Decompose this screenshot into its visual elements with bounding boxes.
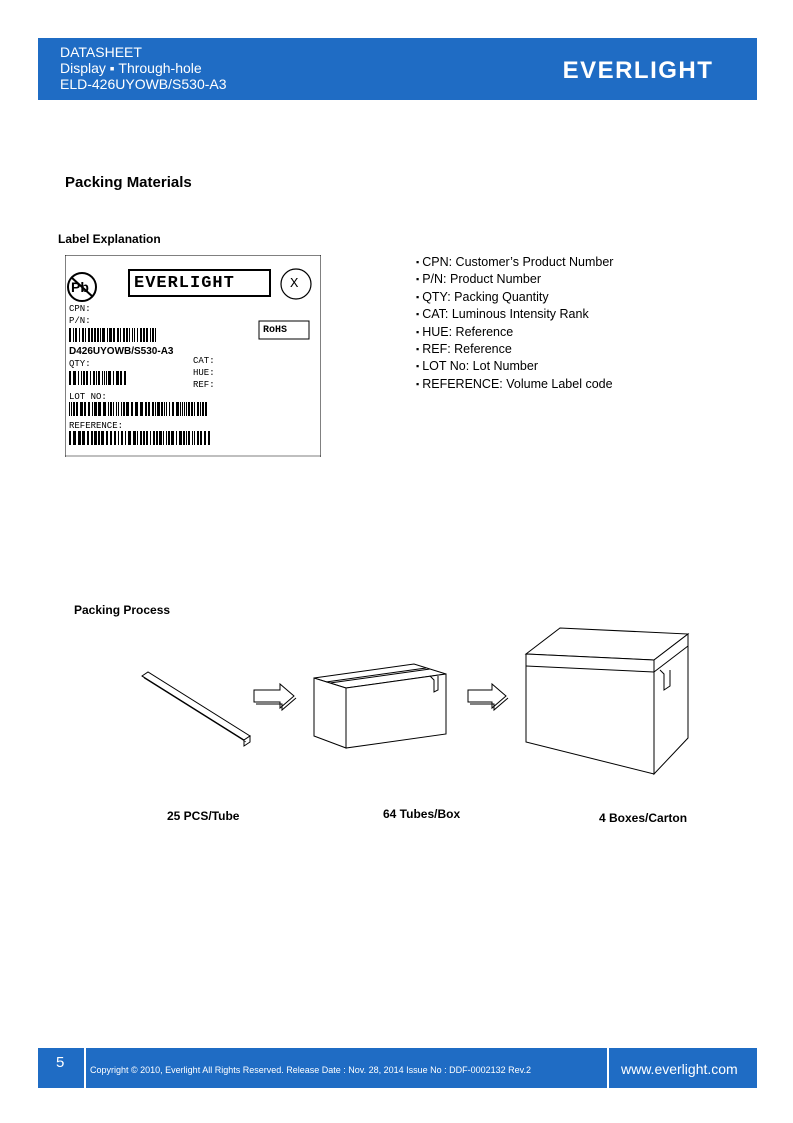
carton-icon: [526, 628, 688, 774]
packing-process-diagram: [130, 620, 710, 790]
section-title: Packing Materials: [65, 174, 192, 191]
label-explanation-heading: Label Explanation: [58, 232, 161, 246]
packing-process-heading: Packing Process: [74, 603, 171, 617]
label-cpn: CPN:: [69, 304, 91, 314]
header-doc-type: DATASHEET: [60, 44, 142, 60]
everlight-logo: [543, 56, 733, 82]
page-footer: [38, 1048, 757, 1088]
page-number: 5: [56, 1054, 65, 1071]
legend-item: ▪ P/N: Product Number: [416, 272, 541, 287]
barcode-reference: [69, 431, 210, 445]
page-header: [38, 38, 757, 100]
website-link[interactable]: www.everlight.com: [621, 1061, 738, 1077]
label-hue: HUE:: [193, 368, 215, 378]
legend-item: ▪ LOT No: Lot Number: [416, 359, 538, 374]
barcode-lot: [69, 402, 207, 416]
footer-divider: [84, 1048, 86, 1088]
arrow-right-icon: [468, 684, 508, 710]
tube-icon: [142, 672, 250, 746]
barcode-pn: [69, 328, 156, 342]
rohs-mark: RoHS: [263, 325, 288, 336]
barcode-qty: [69, 371, 126, 385]
step-caption-tube: 25 PCS/Tube: [167, 809, 240, 823]
header-part-number: ELD-426UYOWB/S530-A3: [60, 76, 227, 92]
legend-item: ▪ REFERENCE: Volume Label code: [416, 376, 613, 391]
legend-item: ▪ CPN: Customer’s Product Number: [416, 255, 614, 269]
legend-item: ▪ QTY: Packing Quantity: [416, 289, 549, 304]
x-symbol: X: [290, 276, 299, 292]
legend-item: ▪ REF: Reference: [416, 342, 512, 357]
header-category: Display ▪ Through-hole: [60, 60, 202, 76]
label-part-number: D426UYOWB/S530-A3: [69, 346, 174, 357]
svg-text:EVERLIGHT: EVERLIGHT: [562, 57, 714, 82]
arrow-right-icon: [254, 684, 296, 710]
label-pn: P/N:: [69, 316, 91, 326]
box-icon: [314, 664, 446, 748]
sample-label-card: [65, 255, 321, 457]
label-reference: REFERENCE:: [69, 421, 124, 431]
label-lot-no: LOT NO:: [69, 392, 107, 402]
legend-item: ▪ CAT: Luminous Intensity Rank: [416, 307, 589, 322]
footer-divider: [607, 1048, 609, 1088]
legend-item: ▪ HUE: Reference: [416, 324, 514, 339]
label-ref: REF:: [193, 380, 215, 390]
label-brand: EVERLIGHT: [134, 274, 235, 293]
label-qty: QTY:: [69, 359, 91, 369]
step-caption-carton: 4 Boxes/Carton: [599, 811, 688, 825]
label-cat: CAT:: [193, 356, 215, 366]
copyright-text: Copyright © 2010, Everlight All Rights Reserved. Release Date : Nov. 28, 2014 Issue No : DDF-0002132 Rev.2: [90, 1065, 532, 1075]
pb-free-symbol: Pb: [71, 279, 89, 295]
step-caption-box: 64 Tubes/Box: [383, 807, 461, 821]
label-field-legend: [416, 254, 613, 393]
